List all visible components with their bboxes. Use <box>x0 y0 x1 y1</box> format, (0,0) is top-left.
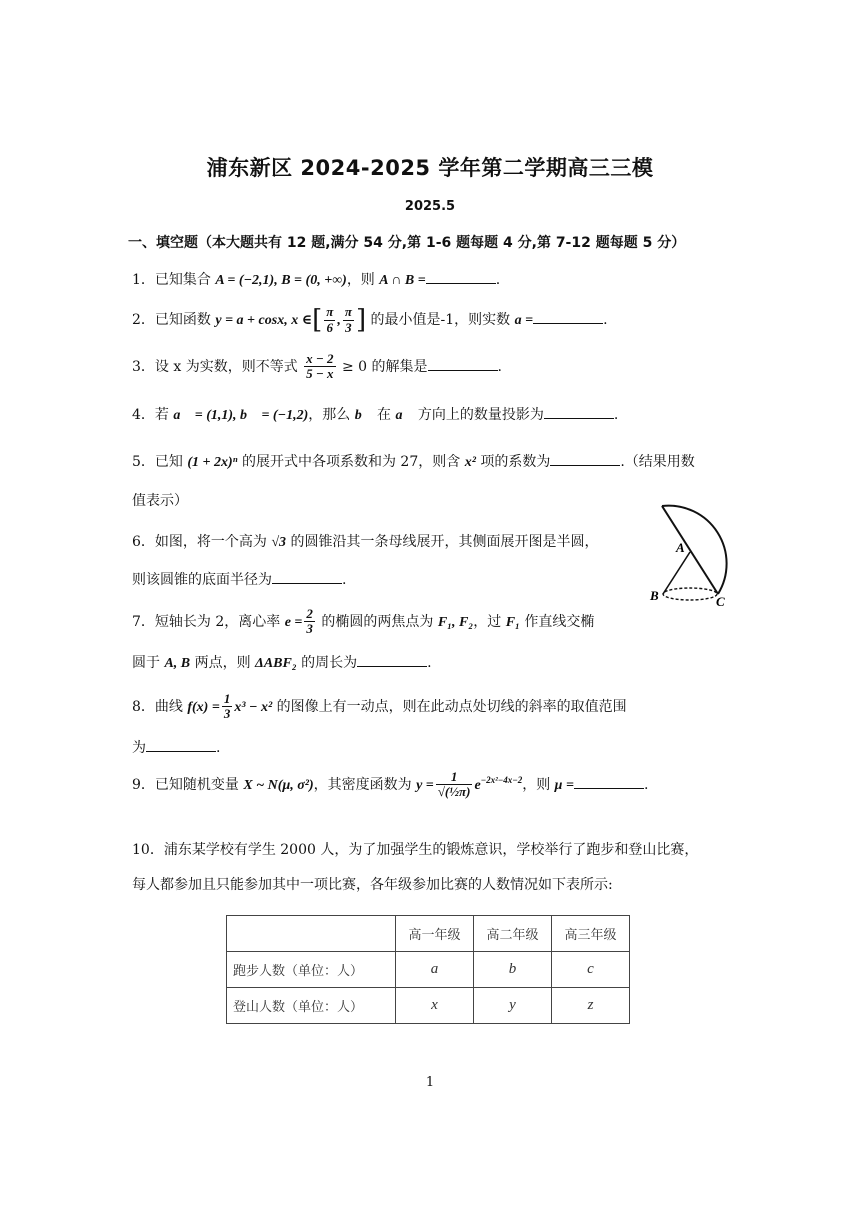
answer-blank <box>357 654 427 667</box>
question-5-line2: 值表示） <box>132 493 188 509</box>
question-3: 3．设 x 为实数，则不等式 $\frac{x - 2}{5 - x}$ ≥ 0 的解集是 . <box>132 351 502 382</box>
table-row <box>227 988 630 1024</box>
table-cell: a <box>396 952 474 988</box>
table-row-label: 登山人数（单位：人） <box>227 988 396 1024</box>
semicircle-diameter <box>662 506 718 594</box>
table-header-row <box>227 916 630 952</box>
table-header-cell: 高二年级 <box>474 916 552 952</box>
question-7-line2: 圆于 A, B 两点，则 ΔABF₂ 的周长为 . <box>132 655 432 671</box>
question-5: 5．已知 (1 + 2x)ⁿ 的展开式中各项系数和为 27，则含 x² 项的系数为 .（结果用数 <box>132 454 695 470</box>
table-row-label: 跑步人数（单位：人） <box>227 952 396 988</box>
question-6-line2: 则该圆锥的底面半径为 . <box>132 572 347 588</box>
cone-development-figure <box>648 494 748 610</box>
label-a: A <box>676 540 685 555</box>
section-heading: 一、填空题（本大题共有 12 题,满分 54 分,第 1-6 题每题 4 分,第 7-12 题每题 5 分） <box>128 235 686 251</box>
label-c: C <box>716 594 725 609</box>
table-row <box>227 952 630 988</box>
table-header-cell: 高一年级 <box>396 916 474 952</box>
table-cell: c <box>552 952 630 988</box>
question-10: 10．浦东某学校有学生 2000 人，为了加强学生的锻炼意识，学校举行了跑步和登山比赛， <box>132 842 699 858</box>
question-9: 9．已知随机变量 X ~ N(μ, σ²)，其密度函数为 y = $\frac{1}{\text{√(½π)}}$ $e^{-2x^2-4x-2}$，则 μ = . <box>132 769 649 800</box>
page-number: 1 <box>425 1075 435 1090</box>
answer-blank <box>550 453 620 466</box>
question-2: 2．已知函数 y = a + cosx, x ∈[ $\frac{\pi}{6}$ , $\frac{\pi}{3}$ ] 的最小值是-1，则实数 a = . <box>132 304 608 335</box>
answer-blank <box>146 739 216 752</box>
label-b: B <box>650 588 659 603</box>
answer-blank <box>272 571 342 584</box>
question-6: 6．如图，将一个高为 √3 的圆锥沿其一条母线展开，其侧面展开图是半圆， <box>132 534 599 550</box>
question-4: 4．若 a⃗ = (1,1), b⃗ = (−1,2)，那么 b⃗ 在 a⃗ 方向上的数量投影为 . <box>132 407 619 423</box>
answer-blank <box>428 358 498 371</box>
question-8: 8．曲线 f(x) = $\frac{1}{3}$ x³ − x² 的图像上有一动点，则在此动点处切线的斜率的取值范围 <box>132 691 627 722</box>
table-cell: z <box>552 988 630 1024</box>
exam-date: 2025.5 <box>404 199 456 214</box>
cone-base-ellipse <box>663 588 717 600</box>
table-cell: b <box>474 952 552 988</box>
page-title: 浦东新区 2024-2025 学年第二学期高三三模 <box>206 156 654 180</box>
question-10-line2: 每人都参加且只能参加其中一项比赛，各年级参加比赛的人数情况如下表所示: <box>132 877 613 893</box>
table-cell: y <box>474 988 552 1024</box>
table-cell: x <box>396 988 474 1024</box>
question-8-line2: 为 . <box>132 740 221 756</box>
answer-blank <box>574 776 644 789</box>
table-header-cell: 高三年级 <box>552 916 630 952</box>
answer-blank <box>426 271 496 284</box>
participation-table <box>226 915 630 1024</box>
answer-blank <box>544 406 614 419</box>
table-header-cell <box>227 916 396 952</box>
question-7: 7．短轴长为 2，离心率 e = $\frac{2}{3}$ 的椭圆的两焦点为 F₁, F₂，过 F₁ 作直线交椭 <box>132 606 595 637</box>
answer-blank <box>533 311 603 324</box>
question-1: 1．已知集合 A = (−2,1), B = (0, +∞)，则 A ∩ B = . <box>132 272 501 288</box>
